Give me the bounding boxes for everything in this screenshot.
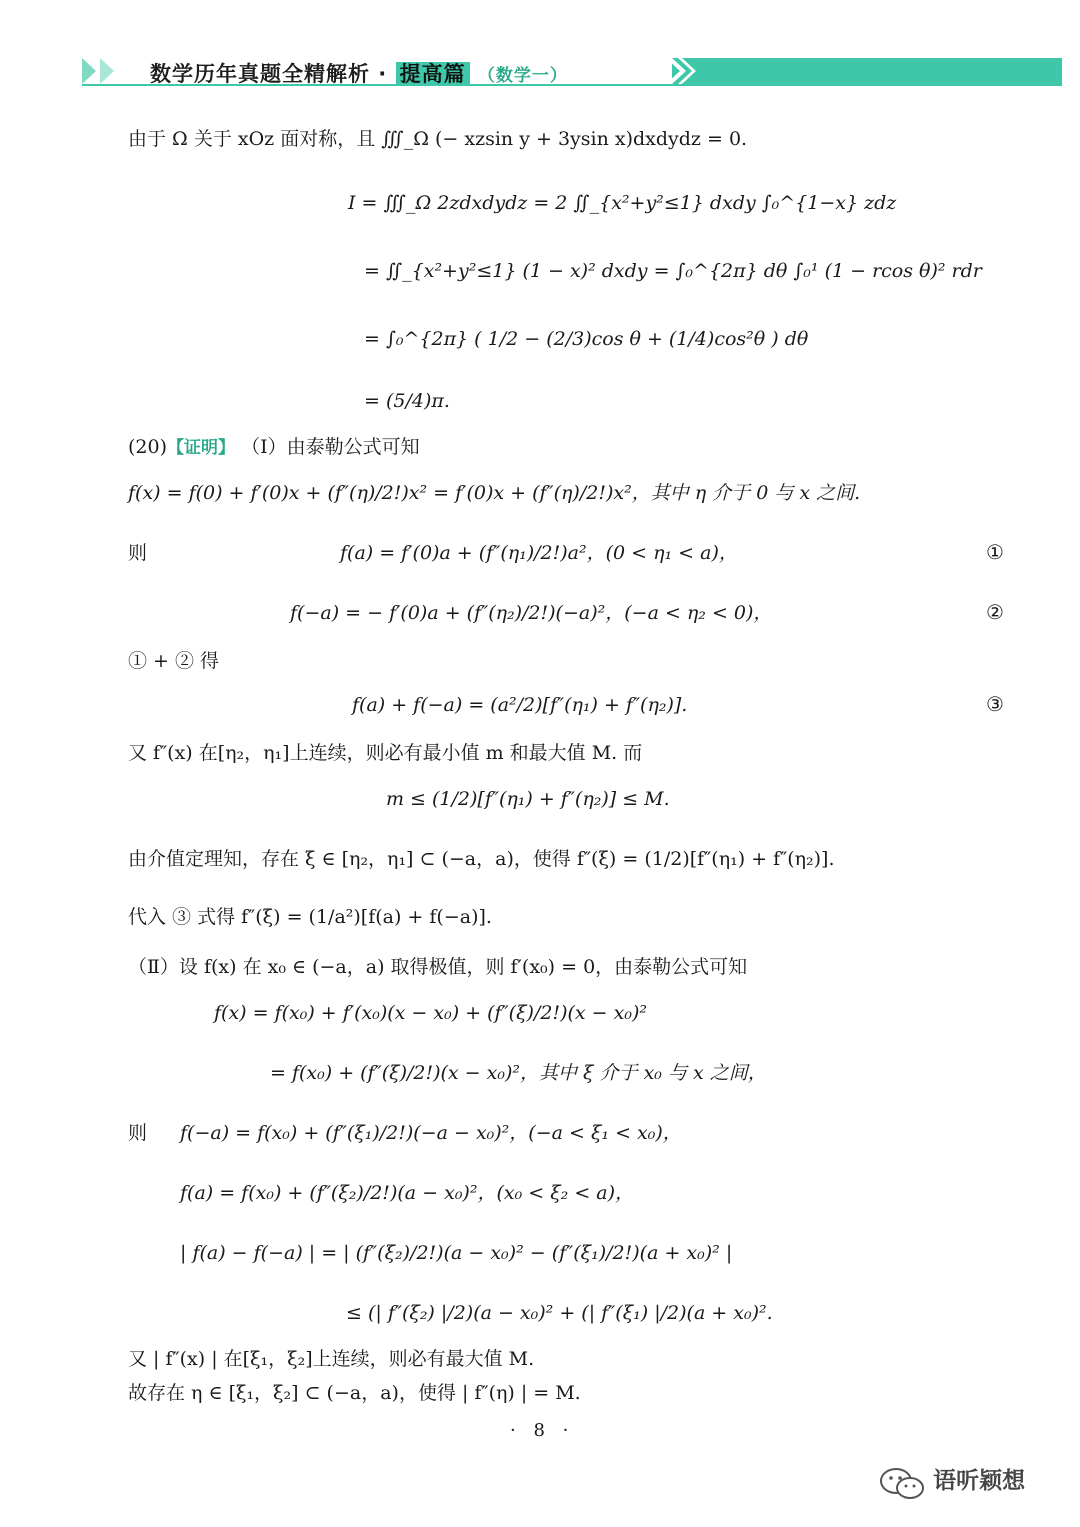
taylor-expansion: f(x) = f(0) + f′(0)x + (f″(η)/2!)x² = f′(0)x + (f″(η)/2!)x²，其中 η 介于 0 与 x 之间. xyxy=(128,482,861,504)
book-level: 提高篇 xyxy=(396,62,470,86)
part2-intro: （Ⅱ）设 f(x) 在 x₀ ∈ (−a，a) 取得极值，则 f′(x₀) = 0，由泰勒公式可知 xyxy=(128,956,748,978)
integral-result: = (5/4)π. xyxy=(364,390,450,412)
watermark xyxy=(878,1462,1025,1502)
equation-4: f(−a) = f(x₀) + (f″(ξ₁)/2!)(−a − x₀)²，(−a < ξ₁ < x₀)， xyxy=(180,1122,682,1144)
page-number: · 8 · xyxy=(510,1420,575,1441)
equation-number-2: ② xyxy=(986,600,1004,624)
wechat-icon xyxy=(878,1466,928,1502)
taylor-expansion-2b: = f(x₀) + (f″(ξ)/2!)(x − x₀)²，其中 ξ 介于 x₀ 与 x 之间， xyxy=(270,1062,767,1084)
equation-7: ≤ (| f″(ξ₂) |/2)(a − x₀)² + (| f″(ξ₁) |/2)(a + x₀)². xyxy=(346,1302,773,1324)
symmetry-line: 由于 Ω 关于 xOz 面对称，且 ∭_Ω (− xzsin y + 3ysin x)dxdydz = 0. xyxy=(128,128,748,150)
book-subject: （数学一） xyxy=(477,66,568,86)
substitute-statement: 代入 ③ 式得 f″(ξ) = (1/a²)[f(a) + f(−a)]. xyxy=(128,906,492,928)
equation-number-1: ① xyxy=(986,540,1004,564)
header-title xyxy=(150,58,568,88)
continuity-statement-2: 又 | f″(x) | 在[ξ₁，ξ₂]上连续，则必有最大值 M. xyxy=(128,1348,535,1370)
problem-number: (20) xyxy=(128,436,168,458)
equation-6: | f(a) − f(−a) | = | (f″(ξ₂)/2!)(a − x₀)² − (f″(ξ₁)/2!)(a + x₀)² | xyxy=(180,1242,733,1264)
watermark-text: 语听颖想 xyxy=(933,1468,1026,1494)
then-label: 则 xyxy=(128,542,148,564)
integral-line-2: = ∬_{x²+y²≤1} (1 − x)² dxdy = ∫₀^{2π} dθ ∫₀¹ (1 − rcos θ)² rdr xyxy=(364,260,982,282)
sum-label: ① + ② 得 xyxy=(128,650,220,672)
book-title: 数学历年真题全精解析 · xyxy=(150,62,388,86)
equation-number-3: ③ xyxy=(986,692,1004,716)
taylor-expansion-2a: f(x) = f(x₀) + f′(x₀)(x − x₀) + (f″(ξ)/2!)(x − x₀)² xyxy=(214,1002,647,1024)
proof-heading xyxy=(128,434,420,461)
integral-line-3: = ∫₀^{2π} ( 1/2 − (2/3)cos θ + (1/4)cos²θ ) dθ xyxy=(364,328,809,350)
integral-line-1: I = ∭_Ω 2zdxdydz = 2 ∬_{x²+y²≤1} dxdy ∫₀^{1−x} zdz xyxy=(348,192,897,214)
proof-tag: 【证明】 xyxy=(167,438,236,458)
bound-inequality: m ≤ (1/2)[f″(η₁) + f″(η₂)] ≤ M. xyxy=(386,788,670,810)
part1-intro: （Ⅰ）由泰勒公式可知 xyxy=(241,436,420,458)
equation-5: f(a) = f(x₀) + (f″(ξ₂)/2!)(a − x₀)²，(x₀ < ξ₂ < a)， xyxy=(180,1182,635,1204)
equation-2: f(−a) = − f′(0)a + (f″(η₂)/2!)(−a)²，(−a < η₂ < 0)， xyxy=(290,602,773,624)
continuity-statement: 又 f″(x) 在[η₂，η₁]上连续，则必有最小值 m 和最大值 M. 而 xyxy=(128,742,643,764)
equation-1: f(a) = f′(0)a + (f″(η₁)/2!)a²，(0 < η₁ < a)， xyxy=(340,542,738,564)
then-label-2: 则 xyxy=(128,1122,148,1144)
ivt-statement: 由介值定理知，存在 ξ ∈ [η₂，η₁] ⊂ (−a，a)，使得 f″(ξ) = (1/2)[f″(η₁) + f″(η₂)]. xyxy=(128,848,835,870)
conclusion: 故存在 η ∈ [ξ₁，ξ₂] ⊂ (−a，a)，使得 | f″(η) | = M. xyxy=(128,1382,581,1404)
equation-3: f(a) + f(−a) = (a²/2)[f″(η₁) + f″(η₂)]. xyxy=(352,694,688,716)
